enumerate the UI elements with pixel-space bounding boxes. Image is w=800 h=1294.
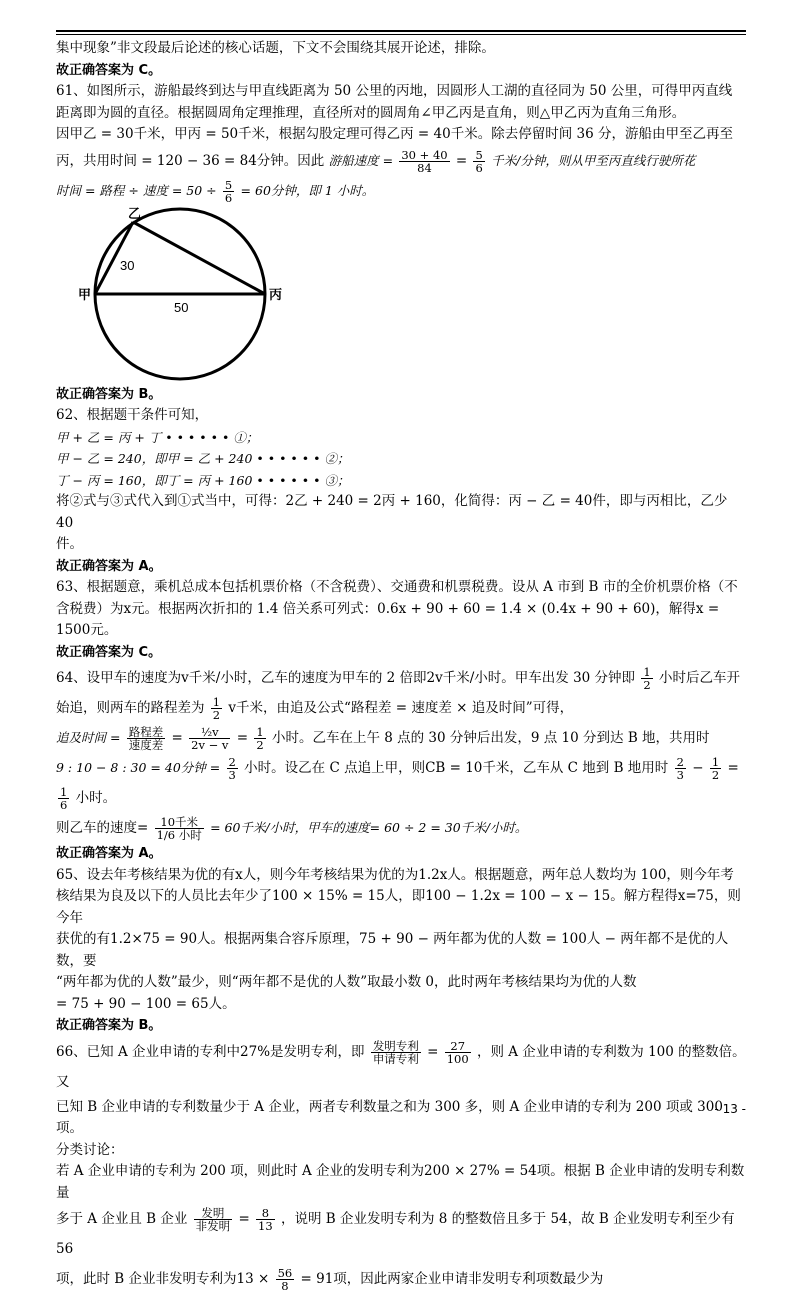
- question-61-line: 距离即为圆的直径。根据圆周角定理推理，直径所对的圆周角∠甲乙丙是直角，则△甲乙丙为直角三角形。: [56, 104, 686, 121]
- fraction: $\frac{1}{2}$: [711, 755, 720, 782]
- question-61-line: [56, 176, 746, 206]
- fraction: $\frac{1}{2}$: [212, 695, 221, 722]
- text-segment: 丙，共用时间 = 120 − 36 = 84分钟。因此: [56, 152, 325, 169]
- question-64-line: 始追，则两车的路程差为 $\frac{1}{2}$ v千米，由追及公式“路程差 = 速度差 × 追及时间”可得，: [56, 695, 574, 722]
- fraction: $\frac{\text{路程差}}{\text{速度差}}$: [128, 725, 164, 752]
- fraction: $\frac{2}{3}$: [228, 755, 236, 782]
- text-line: 集中现象”非文段最后论述的核心话题，下文不会围绕其展开论述，排除。: [56, 40, 495, 56]
- label-30: 30: [120, 257, 135, 273]
- question-61-line: 丙，共用时间 = 120 − 36 = 84分钟。因此 游船速度 = $\frac{30 + 40}{84}$ = $\frac{5}{6}$ 千米/分钟，则从甲至丙直线行驶所花: [56, 147, 696, 175]
- question-62-line: 件。: [56, 536, 83, 552]
- question-63-line: 63、根据题意，乘机总成本包括机票价格（不含税费）、交通费和机票税费。设从 A 市到 B 市的全价机票价格（不: [56, 579, 738, 595]
- answer-line: 故正确答案为 A。: [56, 558, 162, 574]
- question-66-line: 已知 B 企业申请的专利数量少于 A 企业，两者专利数量之和为 300 多，则 A 企业申请的专利为 200 项或 300 项。: [56, 1098, 723, 1136]
- question-65-line: = 75 + 90 − 100 = 65人。: [56, 995, 236, 1012]
- fraction: $\frac{5}{6}$: [475, 147, 483, 175]
- question-64-line: 64、设甲车的速度为v千米/小时，乙车的速度为甲车的 2 倍即2v千米/小时。甲车出发 30 分钟即 $\frac{1}{2}$ 小时后乙车开: [56, 665, 740, 692]
- fraction: $\frac{\text{10千米}}{\text{1/6 小时}}$: [156, 815, 202, 842]
- question-61-line: 61、如图所示，游船最终到达与甲直线距离为 50 公里的丙地，因圆形人工湖的直径同为 50 公里，可得甲丙直线: [56, 83, 733, 99]
- question-65-line: “两年都为优的人数”最少，则“两年都不是优的人数”取最小数 0，此时两年考核结果均为优的人数: [56, 974, 637, 990]
- circle-diagram: [56, 206, 356, 384]
- answer-line: 故正确答案为 A。: [56, 846, 162, 861]
- question-64-line: 则乙车的速度= $\frac{\text{10千米}}{\text{1/6 小时}}$ = 60千米/小时，甲车的速度= 60 ÷ 2 = 30千米/小时。: [56, 815, 528, 842]
- question-61-line: 因甲乙 = 30千米，甲丙 = 50千米，根据勾股定理可得乙丙 = 40千米。除去停留时间 36 分，游船由甲至乙再至: [56, 126, 733, 142]
- fraction: $\frac{5}{6}$: [224, 177, 233, 205]
- question-65-line: 65、设去年考核结果为优的有x人，则今年考核结果为优的为1.2x人。根据题意，两年总人数均为 100，则今年考: [56, 866, 734, 883]
- text-segment: 千米/分钟，则从甲至丙直线行驶所花: [491, 152, 696, 168]
- fraction: $\frac{\text{½v}}{2v - v}$: [191, 725, 229, 752]
- question-66-line: 66、已知 A 企业申请的专利中27%是发明专利，即 $\frac{\text{发明专利}}{\text{申请专利}}$ = $\frac{27}{100}$ ，则 A 企业申请的专利数为 100 的整数倍。又: [56, 1038, 746, 1090]
- question-66-line: 项，此时 B 企业非发明专利为13 × $\frac{56}{8}$ = 91项，因此两家企业申请非发明专利项数最少为: [56, 1266, 604, 1293]
- label-yi: 乙: [128, 206, 142, 222]
- fraction: $\frac{1}{2}$: [643, 665, 651, 692]
- answer-line: 故正确答案为 C。: [56, 62, 162, 78]
- question-62-line: 甲 − 乙 = 240，即甲 = 乙 + 240 • • • • • • ②；: [56, 451, 350, 466]
- label-bing: 丙: [269, 287, 283, 303]
- question-65-line: 核结果为良及以下的人员比去年少了100 × 15% = 15人，即100 − 1.2x = 100 − x − 15。解方程得x=75，则今年: [56, 888, 741, 926]
- circle-figure: [56, 206, 746, 384]
- chord-yi-bing: [133, 222, 265, 294]
- question-66-line: 分类讨论：: [56, 1141, 124, 1158]
- text-segment: = 60分钟，即 1 小时。: [240, 182, 375, 198]
- page-number: - 13 -: [714, 1102, 746, 1116]
- label-50: 50: [174, 299, 189, 315]
- fraction: $\frac{1}{2}$: [256, 725, 264, 752]
- question-66-line: 若 A 企业申请的专利为 200 项，则此时 A 企业的发明专利为200 × 27% = 54项。根据 B 企业申请的发明专利数量: [56, 1163, 745, 1201]
- fraction: $\frac{8}{13}$: [258, 1206, 273, 1233]
- fraction: $\frac{\text{发明}}{\text{非发明}}$: [195, 1206, 231, 1233]
- header-rule: [56, 30, 746, 32]
- fraction: $\frac{\text{发明专利}}{\text{申请专利}}$: [372, 1038, 419, 1066]
- formula: 时间 = 路程 ÷ 速度 = 50 ÷: [56, 182, 217, 198]
- fraction: $\frac{56}{8}$: [277, 1266, 293, 1293]
- question-62-line: 甲 + 乙 = 丙 + 丁 • • • • • • ①；: [56, 429, 259, 445]
- answer-line: 故正确答案为 C。: [56, 644, 162, 660]
- question-63-line: 含税费）为x元。根据两次折扣的 1.4 倍关系可列式：0.6x + 90 + 60 = 1.4 × (0.4x + 90 + 60)，解得x = 1500元。: [56, 600, 720, 638]
- fraction: $\frac{27}{100}$: [446, 1038, 469, 1066]
- question-62-line: 将②式与③式代入到①式当中，可得：2乙 + 240 = 2丙 + 160，化简得：丙 − 乙 = 40件，即与丙相比，乙少 40: [56, 493, 728, 531]
- question-64-line: 9 : 10 − 8 : 30 = 40分钟 = $\frac{2}{3}$ 小时。设乙在 C 点追上甲，则CB = 10千米，乙车从 C 地到 B 地用时 $\frac{2}{3}$ − $\frac{1}{2}$ = $\frac{1}{6}$ 小时。: [56, 755, 739, 812]
- fraction: $\frac{30 + 40}{84}$: [401, 147, 448, 175]
- answer-line: 故正确答案为 B。: [56, 386, 162, 402]
- formula-label: 游船速度 =: [328, 152, 394, 168]
- question-66-line: 多于 A 企业且 B 企业 $\frac{\text{发明}}{\text{非发明}}$ = $\frac{8}{13}$ ，说明 B 企业发明专利为 8 的整数倍且多于 54，故 B 企业发明专利至少有 56: [56, 1206, 735, 1257]
- question-62-line: 62、根据题干条件可知，: [56, 407, 209, 423]
- question-64-line: 追及时间 = $\frac{\text{路程差}}{\text{速度差}}$ = $\frac{\text{½v}}{2v - v}$ = $\frac{1}{2}$ 小时。乙车在上午 8 点的 30 分钟后出发，9 点 10 分到达 B 地，共用时: [56, 725, 710, 752]
- document-body: [56, 38, 746, 1294]
- header-rule-thin: [56, 34, 746, 35]
- label-jia: 甲: [78, 287, 92, 303]
- question-62-line: 丁 − 丙 = 160，即丁 = 丙 + 160 • • • • • • ③；: [56, 472, 350, 488]
- answer-line: 故正确答案为 B。: [56, 1018, 162, 1033]
- question-65-line: 获优的有1.2×75 = 90人。根据两集合容斥原理，75 + 90 − 两年都为优的人数 = 100人 − 两年都不是优的人数，要: [56, 931, 729, 969]
- fraction: $\frac{2}{3}$: [676, 755, 684, 782]
- fraction: $\frac{1}{6}$: [60, 785, 68, 812]
